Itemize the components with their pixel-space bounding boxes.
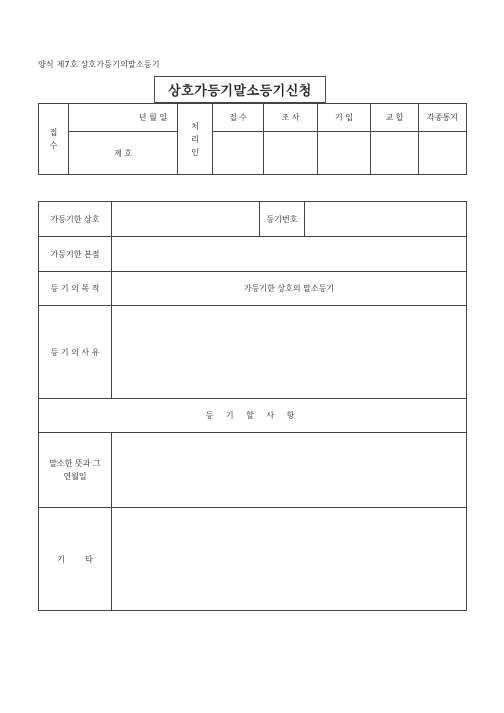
purpose-value: 가등기한 상호의 말소등기 xyxy=(112,272,467,306)
application-table xyxy=(38,201,467,611)
col-review: 조 사 xyxy=(264,104,318,132)
review-sign-cell[interactable] xyxy=(264,132,318,175)
col-verify: 교 합 xyxy=(371,104,419,132)
notice-sign-cell[interactable] xyxy=(419,132,467,175)
col-receipt: 접 수 xyxy=(213,104,264,132)
col-entry: 기 입 xyxy=(318,104,371,132)
cancel-label: 말소한 뜻과 그 연월일 xyxy=(39,433,112,508)
verify-sign-cell[interactable] xyxy=(371,132,419,175)
purpose-label: 등 기 의 목 적 xyxy=(39,272,112,306)
cancel-input[interactable] xyxy=(112,433,467,508)
reason-label: 등 기 의 사 유 xyxy=(39,306,112,399)
form-number-label: 양식 제7호 상호가등기의말소등기 xyxy=(38,60,160,69)
page-title: 상호가등기말소등기신청 xyxy=(154,76,326,103)
entry-sign-cell[interactable] xyxy=(318,132,371,175)
receipt-label: 접 수 xyxy=(39,104,69,175)
matters-header: 등 기 할 사 항 xyxy=(39,399,467,433)
col-notice: 각종통지 xyxy=(419,104,467,132)
other-input[interactable] xyxy=(112,508,467,611)
reason-input[interactable] xyxy=(112,306,467,399)
receipt-table xyxy=(38,103,467,175)
trade-name-input[interactable] xyxy=(112,202,260,237)
head-office-label: 가등기한 본점 xyxy=(39,237,112,272)
receipt-date: 년 월 일 xyxy=(69,104,178,132)
receipt-number: 제 호 xyxy=(69,132,178,175)
head-office-input[interactable] xyxy=(112,237,467,272)
other-label: 기 타 xyxy=(39,508,112,611)
processor-label: 처 리 인 xyxy=(178,104,213,175)
trade-name-label: 가등기한 상호 xyxy=(39,202,112,237)
receipt-sign-cell[interactable] xyxy=(213,132,264,175)
reg-number-input[interactable] xyxy=(305,202,467,237)
reg-number-label: 등기번호 xyxy=(260,202,305,237)
